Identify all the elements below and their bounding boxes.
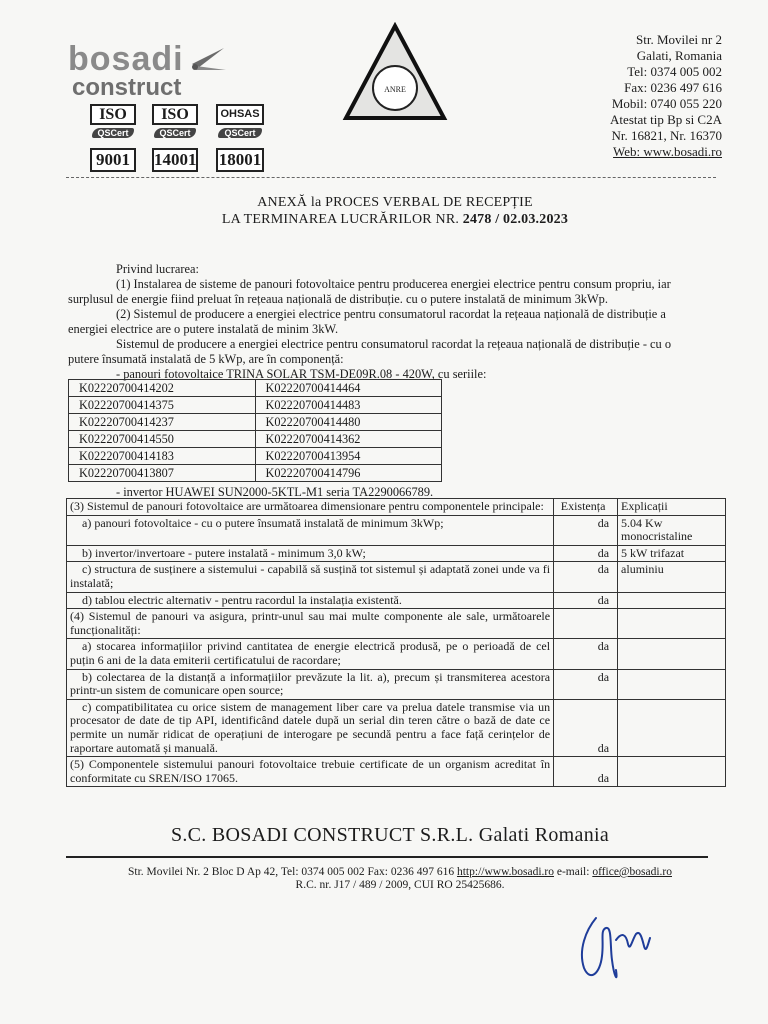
cert-number: 18001 [216,148,264,172]
contact-line: Mobil: 0740 055 220 [611,96,722,111]
intro-line: Sistemul de producere a energiei electrice pentru consumatorul racordat la rețeaua națională de distribuție - cu o [116,337,672,351]
existence-cell: da [554,562,618,592]
footer-address-line1: Str. Movilei Nr. 2 Bloc D Ap 42, Tel: 0374 005 002 Fax: 0236 497 616 http://www.bosadi.ro e-mail: office@bosadi.ro [128,866,672,878]
requirement-row [67,669,726,699]
requirement-row [67,562,726,592]
explanation-cell: 5 kW trifazat [618,545,726,562]
requirement-text: (3) Sistemul de panouri fotovoltaice are următoarea dimensionare pentru componentele principale: [67,499,554,516]
footer-company-name: S.C. BOSADI CONSTRUCT S.R.L. Galati Romania [170,824,610,846]
title-line1: ANEXĂ la PROCES VERBAL DE RECEPȚIE [257,195,533,210]
existence-cell: da [554,592,618,609]
cert-iso-9001 [90,104,136,172]
requirement-row [67,699,726,756]
explanation-cell [618,639,726,669]
title-line2: LA TERMINAREA LUCRĂRILOR NR. 2478 / 02.03.2023 [221,212,569,227]
cert-number: 9001 [90,148,136,172]
requirement-text: a) panouri fotovoltaice - cu o putere însumată instalată de minimum 3kWp; [67,515,554,545]
cert-top-label: OHSAS [216,104,264,125]
logo-word-construct: construct [72,74,182,101]
contact-line: Str. Movilei nr 2 [636,32,722,47]
intro-line: - panouri fotovoltaice TRINA SOLAR TSM-DE09R.08 - 420W, cu seriile: [116,367,487,381]
requirement-text: (4) Sistemul de panouri va asigura, printr-unul sau mai multe componente ale sale, următoarele funcționalități: [67,609,554,639]
qscert-mark: QSCert [92,128,134,138]
intro-line: energiei electrice are o putere instalată de minim 3kW. [68,322,339,336]
report-number: 2478 / 02.03.2023 [462,212,569,227]
requirements-table [66,498,726,787]
existence-cell: Existența [554,499,618,516]
contact-line: Atestat tip Bp si C2A [610,112,722,127]
explanation-cell [618,669,726,699]
requirement-row [67,499,726,516]
cert-top-label: ISO [152,104,198,125]
existence-cell: da [554,545,618,562]
explanation-cell: aluminiu [618,562,726,592]
intro-text [68,262,728,382]
requirement-row [67,609,726,639]
company-logo [68,40,218,106]
intro-line: Privind lucrarea: [116,262,199,276]
requirement-text: c) compatibilitatea cu orice sistem de management liber care va prelua datele transmise via un procesator de date de tip API, identificând datele după un serial din teren către o bază de date ce permite un număr ridicat de operațiuni de interogare pe secundă pentru a face față cerințelor de raportare automată și manuală. [67,699,554,756]
serial-number: K02220700414483 [255,397,442,414]
serial-row [69,448,442,465]
serials-table [68,379,442,482]
requirement-text: (5) Componentele sistemului panouri fotovoltaice trebuie certificate de un organism acreditat în conformitate cu SREN/ISO 17065. [67,757,554,787]
requirement-row [67,757,726,787]
contact-web[interactable]: Web: www.bosadi.ro [613,144,722,159]
requirement-text: b) colectarea de la distanță a informațiilor prevăzute la lit. a), precum și transmiterea acestora printr-un sistem de comunicare open source; [67,669,554,699]
explanation-cell [618,609,726,639]
existence-cell [554,609,618,639]
existence-cell: da [554,639,618,669]
qscert-mark: QSCert [218,128,262,138]
existence-cell: da [554,515,618,545]
inverter-line: - invertor HUAWEI SUN2000-5KTL-M1 seria TA2290066789. [116,485,434,499]
existence-cell: da [554,699,618,756]
footer-email-link[interactable]: office@bosadi.ro [592,866,672,878]
contact-block [522,32,722,160]
serial-number: K02220700414480 [255,414,442,431]
explanation-cell [618,699,726,756]
intro-line: surplusul de energie fiind preluat în rețeaua națională de distribuție. cu o putere instalată de minimum 3kWp. [68,292,608,306]
cert-top-label: ISO [90,104,136,125]
anre-logo [340,22,450,122]
existence-cell: da [554,757,618,787]
requirement-row [67,515,726,545]
footer-address [60,866,740,892]
serial-number: K02220700414237 [69,414,256,431]
serial-row [69,465,442,482]
requirement-row [67,592,726,609]
serial-row [69,380,442,397]
serial-row [69,414,442,431]
requirement-text: d) tablou electric alternativ - pentru racordul la instalația existentă. [67,592,554,609]
serial-number: K02220700414183 [69,448,256,465]
requirement-row [67,545,726,562]
intro-line: putere însumată instalată de 5 kWp, are în componență: [68,352,344,366]
intro-line: (1) Instalarea de sisteme de panouri fotovoltaice pentru producerea energiei electrice pentru consum propriu, iar [116,277,671,291]
explanation-cell [618,592,726,609]
intro-line: (2) Sistemul de producere a energiei electrice pentru consumatorul racordat la rețeaua națională de distribuție a [116,307,666,321]
serial-number: K02220700414362 [255,431,442,448]
cert-iso-14001 [152,104,198,172]
serial-number: K02220700414550 [69,431,256,448]
requirement-text: a) stocarea informațiilor privind cantitatea de energie electrică produsă, pe o perioadă de cel puțin 6 ani de la data emiterii certificatului de racordare; [67,639,554,669]
serial-number: K02220700414202 [69,380,256,397]
cert-ohsas-18001 [216,104,264,172]
document-title [0,195,768,228]
serial-number: K02220700414375 [69,397,256,414]
footer-address-line2: R.C. nr. J17 / 489 / 2009, CUI RO 25425686. [295,879,505,891]
logo-word-bosadi: bosadi [68,40,184,78]
wind-turbine-icon [186,40,228,84]
serial-number: K02220700413954 [255,448,442,465]
contact-line: Nr. 16821, Nr. 16370 [611,128,722,143]
contact-line: Galati, Romania [636,48,722,63]
requirement-row [67,639,726,669]
serial-number: K02220700413807 [69,465,256,482]
header-divider [66,177,716,178]
contact-line: Tel: 0374 005 002 [627,64,722,79]
serial-row [69,397,442,414]
signature [566,900,666,990]
existence-cell: da [554,669,618,699]
contact-line: Fax: 0236 497 616 [624,80,722,95]
footer-web-link[interactable]: http://www.bosadi.ro [456,866,554,878]
qscert-mark: QSCert [154,128,196,138]
serial-row [69,431,442,448]
explanation-cell [618,757,726,787]
requirement-text: c) structura de susținere a sistemului - capabilă să susțină tot sistemul și adaptată zonei unde va fi instalată; [67,562,554,592]
cert-number: 14001 [152,148,198,172]
serial-number: K02220700414796 [255,465,442,482]
requirement-text: b) invertor/invertoare - putere instalată - minimum 3,0 kW; [67,545,554,562]
explanation-cell: Explicații [618,499,726,516]
explanation-cell: 5.04 Kw monocristaline [618,515,726,545]
serial-number: K02220700414464 [255,380,442,397]
footer-divider [66,856,708,858]
anre-label: ANRE [384,85,406,94]
